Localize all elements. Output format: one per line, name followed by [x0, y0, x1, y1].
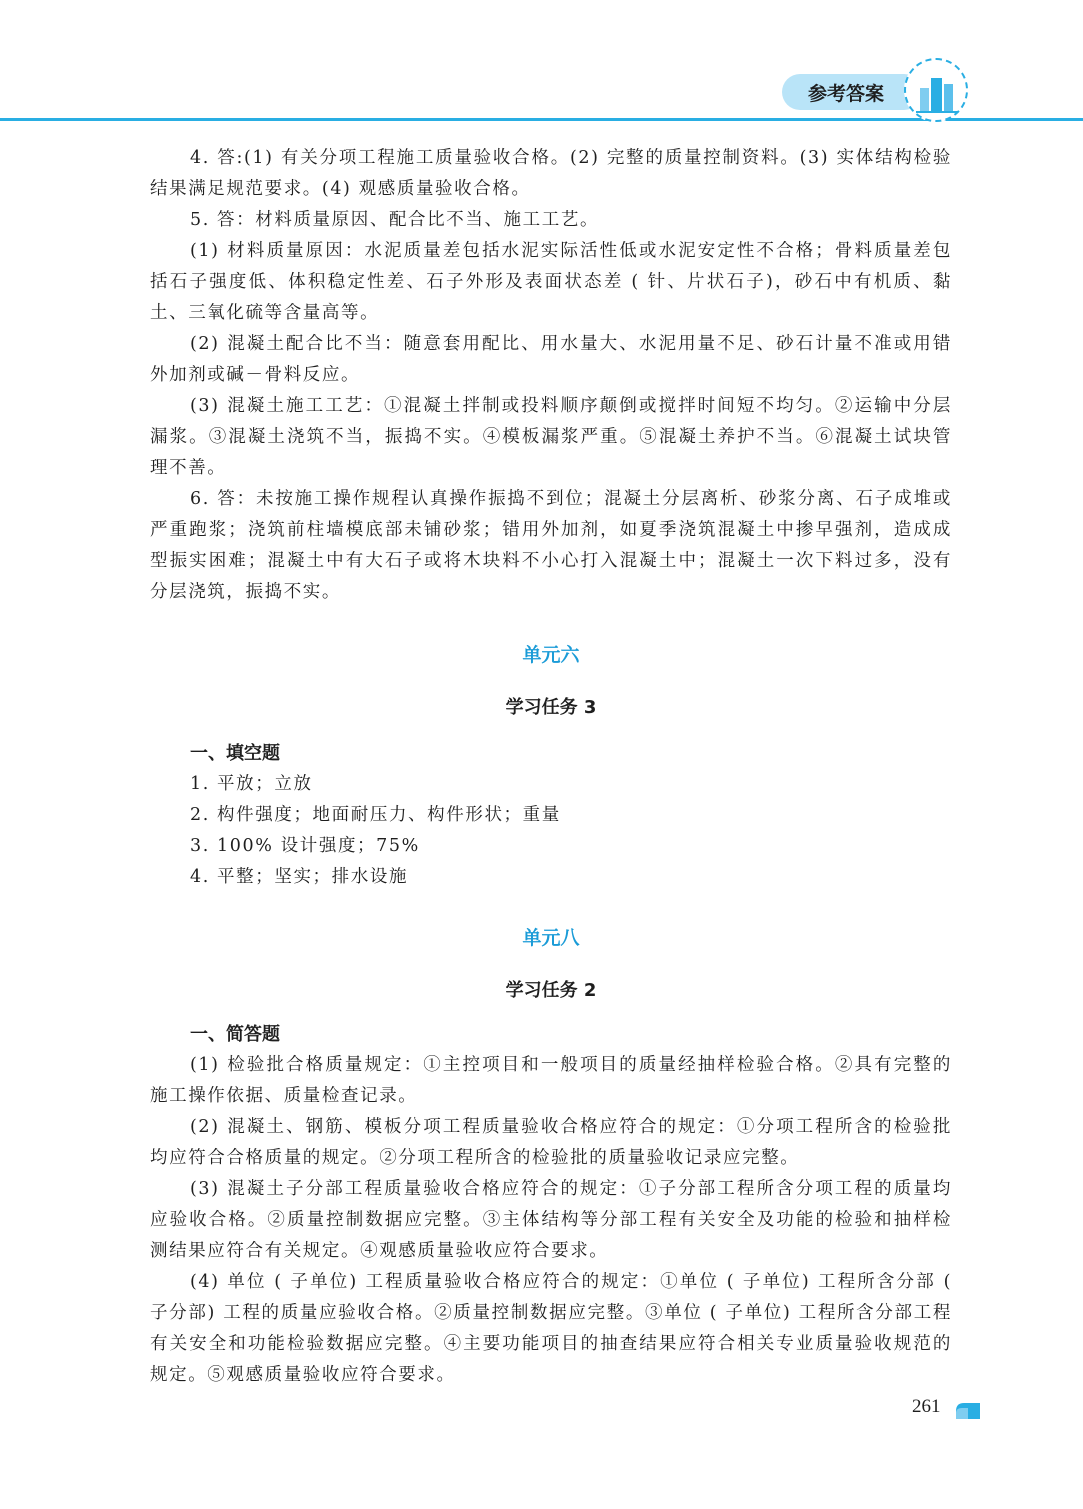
short-answer-4: (4) 单位 ( 子单位) 工程质量验收合格应符合的规定：①单位 ( 子单位) 工程所含分部 ( 子分部) 工程的质量应验收合格。②质量控制数据应完整。③单位 ( 子单位) 工程所含分部工程有关安全和功能检验数据应完整。④主要功能项目的抽查结果应符合相关专业质量验收规范的规定。⑤观感质量验收应符合要求。	[150, 1272, 952, 1385]
short-answer-2: (2) 混凝土、钢筋、模板分项工程质量验收合格应符合的规定：①分项工程所含的检验批均应符合合格质量的规定。②分项工程所含的检验批的质量验收记录应完整。	[150, 1117, 952, 1168]
fill-in-item: 3. 100% 设计强度；75%	[190, 836, 420, 856]
section-badge	[782, 74, 922, 110]
answer-4: 4. 答:(1) 有关分项工程施工质量验收合格。(2) 完整的质量控制资料。(3) 实体结构检验结果满足规范要求。(4) 观感质量验收合格。	[150, 148, 952, 199]
page-tab-icon	[954, 1399, 982, 1425]
building-logo-icon	[904, 58, 968, 122]
short-answer-1: (1) 检验批合格质量规定：①主控项目和一般项目的质量经抽样检验合格。②具有完整的施工操作依据、质量检查记录。	[150, 1055, 952, 1106]
fill-in-item: 4. 平整；坚实；排水设施	[190, 867, 409, 887]
unit-eight-task-title: 学习任务 2	[505, 980, 597, 1001]
answer-5-1: (1) 材料质量原因：水泥质量差包括水泥实际活性低或水泥安定性不合格；骨料质量差包括石子强度低、体积稳定性差、石子外形及表面状态差 ( 针、片状石子)，砂石中有机质、黏土、三氧化硫等含量高等。	[150, 241, 952, 323]
short-answer-section-title: 一、简答题	[190, 1024, 280, 1045]
fill-in-section-title: 一、填空题	[190, 743, 280, 764]
fill-in-item: 1. 平放；立放	[190, 774, 313, 794]
answer-6: 6. 答：未按施工操作规程认真操作振捣不到位；混凝土分层离析、砂浆分离、石子成堆或严重跑浆；浇筑前柱墙模底部未铺砂浆；错用外加剂，如夏季浇筑混凝土中掺早强剂，造成成型振实困难；混凝土中有大石子或将木块料不小心打入混凝土中；混凝土一次下料过多，没有分层浇筑，振捣不实。	[150, 489, 952, 602]
answer-5-2: (2) 混凝土配合比不当：随意套用配比、用水量大、水泥用量不足、砂石计量不准或用错外加剂或碱－骨料反应。	[150, 334, 952, 385]
answer-5-3: (3) 混凝土施工工艺：①混凝土拌制或投料顺序颠倒或搅拌时间短不均匀。②运输中分层漏浆。③混凝土浇筑不当，振捣不实。④模板漏浆严重。⑤混凝土养护不当。⑥混凝土试块管理不善。	[150, 396, 952, 478]
short-answer-3: (3) 混凝土子分部工程质量验收合格应符合的规定：①子分部工程所含分项工程的质量均应验收合格。②质量控制数据应完整。③主体结构等分部工程有关安全及功能的检验和抽样检测结果应符合有关规定。④观感质量验收应符合要求。	[150, 1179, 952, 1261]
section-badge-label: 参考答案	[808, 82, 885, 105]
unit-six-title: 单元六	[522, 644, 580, 666]
answer-5: 5. 答：材料质量原因、配合比不当、施工工艺。	[190, 210, 600, 230]
unit-six-task-title: 学习任务 3	[505, 697, 597, 718]
page-content	[150, 143, 952, 1391]
fill-in-item: 2. 构件强度；地面耐压力、构件形状；重量	[190, 805, 561, 825]
unit-eight-title: 单元八	[522, 927, 580, 949]
page-number: 261	[912, 1396, 941, 1417]
